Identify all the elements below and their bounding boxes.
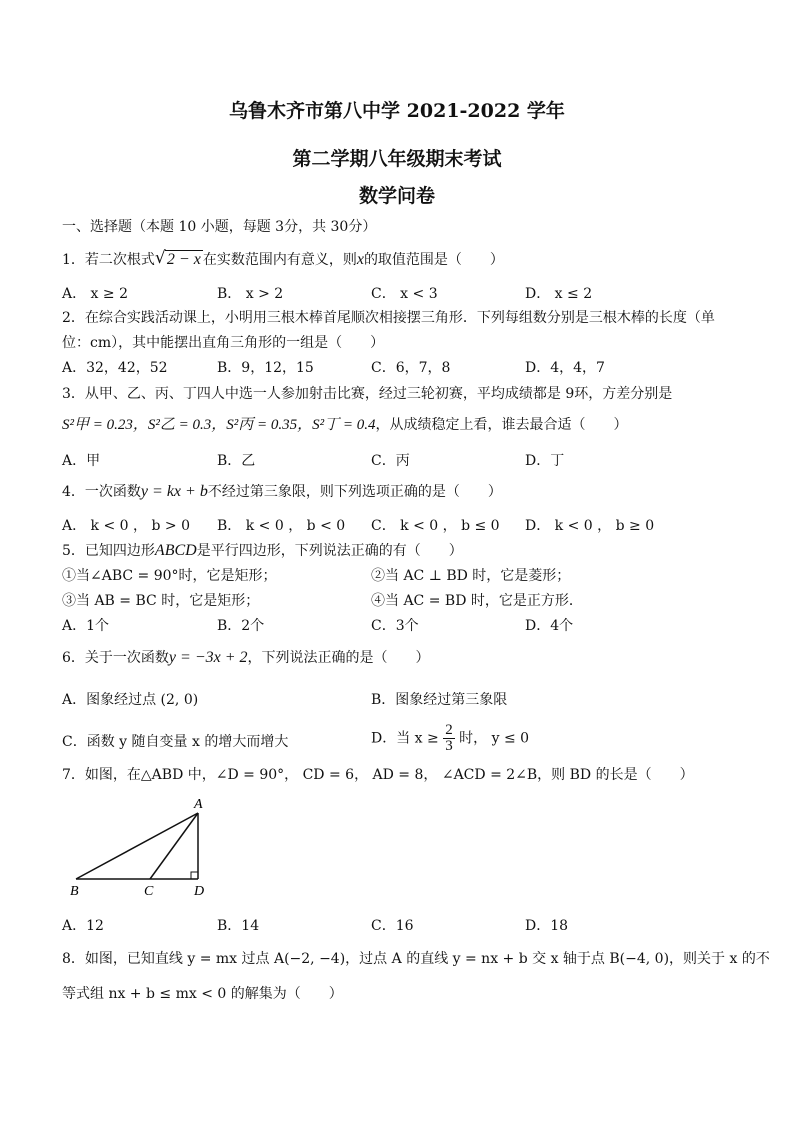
q6-post: ，下列说法正确的是（ ）	[247, 650, 430, 666]
q1-var: x	[356, 251, 364, 268]
q6-option-b: B．图象经过第三象限	[371, 692, 508, 708]
q1-option-c: C． x < 3	[371, 286, 438, 302]
q5-statement-1: ①当∠ABC = 90°时，它是矩形；	[62, 568, 277, 584]
q6-stem	[62, 647, 430, 667]
q7-option-a: A．12	[62, 918, 104, 934]
q5-statement-4: ④当 AC = BD 时，它是正方形．	[371, 593, 583, 609]
q5-pre: 5．已知四边形	[62, 543, 155, 559]
q2-option-d: D．4，4，7	[525, 360, 605, 376]
q7-option-c: C．16	[371, 918, 414, 934]
q2-option-c: C．6，7，8	[371, 360, 451, 376]
q1-option-b: B． x > 2	[217, 286, 284, 302]
q4-formula: y = kx + b	[140, 483, 208, 500]
q2-stem-line1: 2．在综合实践活动课上，小明用三根木棒首尾顺次相接摆三角形．下列每组数分别是三根木棒的长度（单	[62, 310, 715, 326]
q2-stem-line2: 位：cm），其中能摆出直角三角形的一组是（ ）	[62, 335, 385, 351]
q4-option-c: C． k < 0 ， b ≤ 0	[371, 518, 500, 534]
q3-stem-line2	[62, 413, 627, 434]
q1-post-a: 在实数范围内有意义，则	[202, 252, 357, 268]
q4-post: 不经过第三象限，则下列选项正确的是（ ）	[207, 484, 502, 500]
q3-option-d: D．丁	[525, 453, 565, 469]
q6-pre: 6．关于一次函数	[62, 650, 169, 666]
q2-option-a: A．32，42，52	[62, 360, 168, 376]
q7-option-d: D．18	[525, 918, 569, 934]
q1-pre: 1．若二次根式	[62, 252, 155, 268]
sqrt-expression	[154, 248, 203, 269]
q4-option-d: D． k < 0 ， b ≥ 0	[525, 518, 655, 534]
q4-option-b: B． k < 0 ， b < 0	[217, 518, 346, 534]
title-paper: 数学问卷	[358, 185, 435, 207]
q3-option-a: A．甲	[62, 453, 101, 469]
q4-pre: 4．一次函数	[62, 484, 141, 500]
q4-option-a: A． k < 0 ， b > 0	[62, 518, 190, 534]
q5-option-d: D．4个	[525, 618, 574, 634]
right-angle-mark	[191, 872, 198, 879]
q3-option-b: B．乙	[217, 453, 256, 469]
q7-option-b: B．14	[217, 918, 260, 934]
q6-fraction-den: 3	[445, 738, 453, 754]
q6-option-c: C．函数 y 随自变量 x 的增大而增大	[62, 734, 289, 750]
title-school: 乌鲁木齐市第八中学 2021-2022 学年	[229, 100, 565, 122]
title-exam: 第二学期八年级期末考试	[292, 148, 502, 170]
q3-stem-line1: 3．从甲、乙、丙、丁四人中选一人参加射击比赛，经过三轮初赛，平均成绩都是 9环，方差分别是	[62, 386, 673, 402]
q6-option-a: A．图象经过点 (2, 0)	[62, 692, 199, 708]
q8-stem-line2: 等式组 nx + b ≤ mx < 0 的解集为（ ）	[62, 986, 343, 1002]
q6-formula: y = −3x + 2	[168, 649, 248, 666]
q1-post-b: 的取值范围是（ ）	[363, 252, 504, 268]
q1-option-a: A． x ≥ 2	[62, 286, 128, 302]
q3-stem-post: ，从成绩稳定上看，谁去最合适（ ）	[375, 417, 628, 433]
q5-option-c: C．3个	[371, 618, 419, 634]
q6-option-d	[371, 723, 529, 754]
q6-option-d-tail: 时， y ≤ 0	[459, 730, 530, 747]
segment-AC	[150, 813, 198, 879]
q8-stem-line1: 8．如图，已知直线 y = mx 过点 A(−2, −4)，过点 A 的直线 y = nx + b 交 x 轴于点 B(−4, 0)，则关于 x 的不	[62, 951, 770, 967]
q3-variances: S²甲 = 0.23，S²乙 = 0.3，S²丙 = 0.35，S²丁 = 0.4	[62, 417, 376, 433]
q5-stem	[62, 540, 463, 560]
label-A: A	[194, 797, 203, 812]
q5-statement-2: ②当 AC ⊥ BD 时，它是菱形；	[371, 568, 571, 584]
q7-stem: 7．如图，在△ABD 中，∠D = 90°， CD = 6， AD = 8， ∠ACD = 2∠B，则 BD 的长是（ ）	[62, 767, 694, 783]
q5-shape: ABCD	[154, 542, 197, 559]
label-C: C	[144, 884, 154, 899]
segment-AB	[76, 813, 198, 879]
q4-stem	[62, 481, 502, 501]
radical-sign-icon: √	[154, 248, 166, 268]
q6-option-d-pre: D．当 x ≥	[371, 730, 439, 747]
q6-fraction	[443, 723, 455, 754]
q1-option-d: D． x ≤ 2	[525, 286, 593, 302]
section-heading: 一、选择题（本题 10 小题，每题 3分，共 30分）	[62, 219, 377, 235]
label-D: D	[194, 884, 205, 899]
question-1-stem	[62, 249, 504, 269]
q5-option-b: B．2个	[217, 618, 265, 634]
q5-option-a: A．1个	[62, 618, 110, 634]
q3-option-c: C．丙	[371, 453, 410, 469]
q7-triangle-figure	[66, 793, 216, 903]
label-B: B	[70, 884, 79, 899]
q6-fraction-num: 2	[445, 722, 453, 738]
q1-radicand: 2 − x	[166, 251, 201, 268]
q5-post: 是平行四边形，下列说法正确的有（ ）	[196, 543, 463, 559]
q5-statement-3: ③当 AB = BC 时，它是矩形；	[62, 593, 260, 609]
q2-option-b: B．9，12，15	[217, 360, 314, 376]
